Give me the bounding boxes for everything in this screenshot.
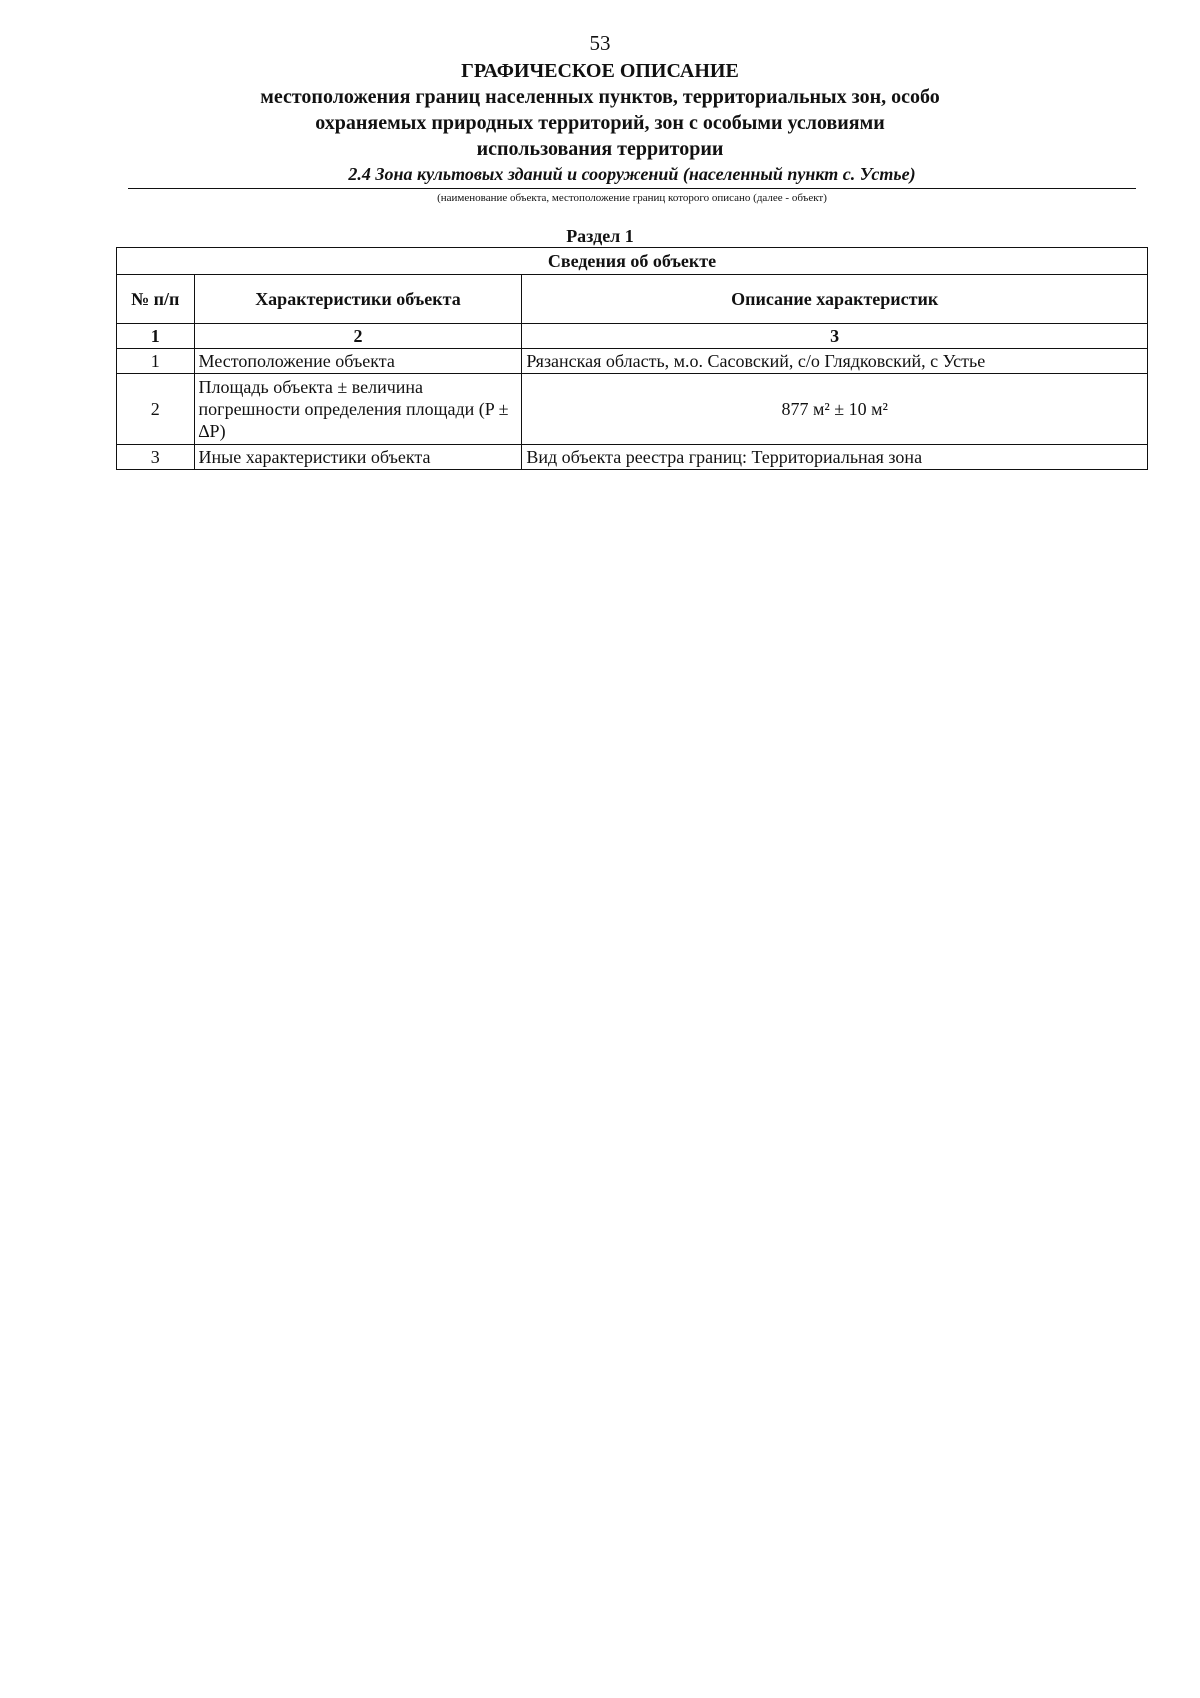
column-header-description: Описание характеристик <box>522 275 1148 324</box>
column-number-row <box>117 324 1148 349</box>
row-description: Вид объекта реестра границ: Территориальная зона <box>522 445 1148 470</box>
row-description: Рязанская область, м.о. Сасовский, с/о Глядковский, с Устье <box>522 349 1148 374</box>
column-number-1: 1 <box>117 324 195 349</box>
table-row <box>117 374 1148 445</box>
row-number: 3 <box>117 445 195 470</box>
column-number-3: 3 <box>522 324 1148 349</box>
row-characteristic: Иные характеристики объекта <box>194 445 522 470</box>
column-number-2: 2 <box>194 324 522 349</box>
row-number: 2 <box>117 374 195 445</box>
document-title: ГРАФИЧЕСКОЕ ОПИСАНИЕ <box>461 60 739 82</box>
document-subtitle: местоположения границ населенных пунктов, территориальных зон, особо охраняемых природных территорий, зон с особыми условиями использования территории <box>260 86 940 160</box>
table-row <box>117 445 1148 470</box>
object-name: 2.4 Зона культовых зданий и сооружений (населенный пункт с. Устье) <box>348 164 916 184</box>
page-number: 53 <box>589 31 611 55</box>
column-header-characteristic: Характеристики объекта <box>194 275 522 324</box>
object-name-underline <box>128 188 1136 189</box>
object-caption: (наименование объекта, местоположение границ которого описано (далее - объект) <box>437 192 827 204</box>
table-row <box>117 349 1148 374</box>
column-header-number: № п/п <box>117 275 195 324</box>
object-info-table <box>116 247 1148 470</box>
section-title: Раздел 1 <box>566 226 634 246</box>
row-characteristic: Площадь объекта ± величина погрешности определения площади (P ± ∆P) <box>194 374 522 445</box>
table-title: Сведения об объекте <box>117 248 1148 275</box>
row-description: 877 м² ± 10 м² <box>522 374 1148 445</box>
row-number: 1 <box>117 349 195 374</box>
row-characteristic: Местоположение объекта <box>194 349 522 374</box>
